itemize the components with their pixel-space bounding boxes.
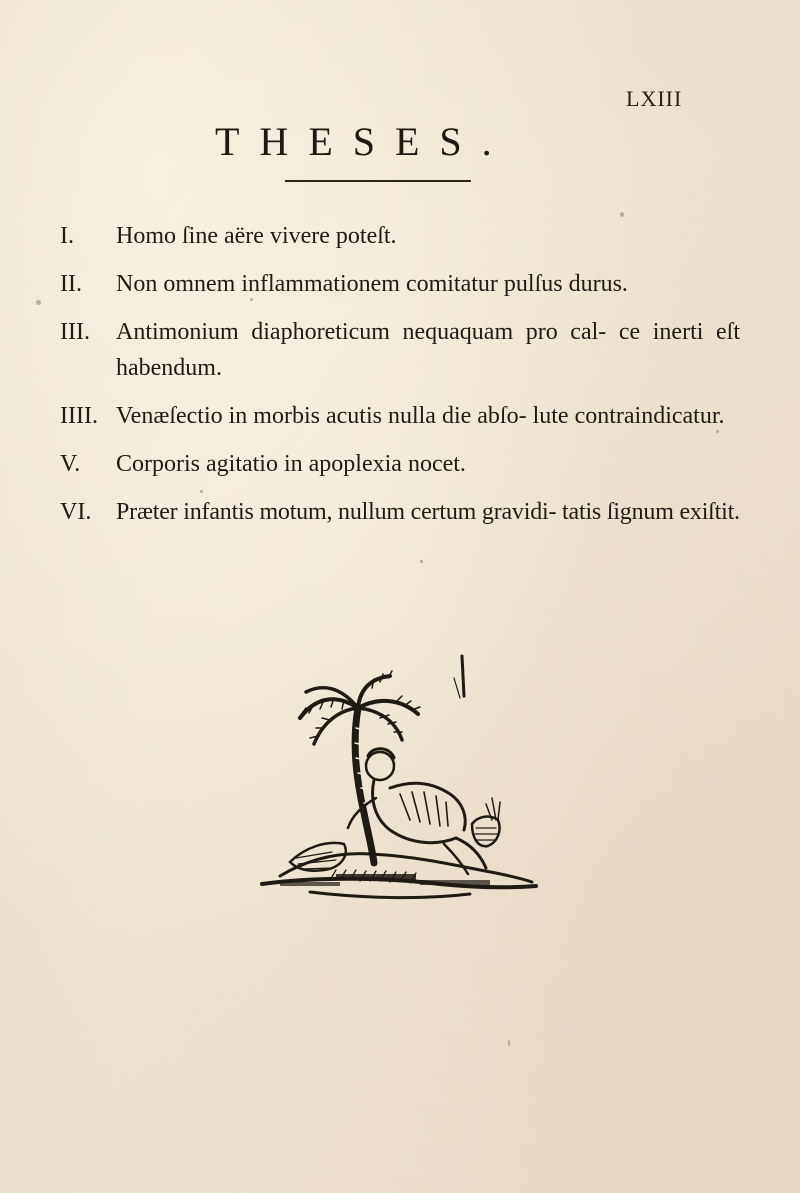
- vignette-stroke: [462, 656, 464, 696]
- thesis-text: Præter infantis motum, nullum certum gravidi- tatis ſignum exiſtit.: [116, 499, 740, 525]
- thesis-numeral: V.: [60, 451, 81, 477]
- thesis-text: Homo ſine aëre vivere poteſt.: [116, 223, 397, 249]
- page-number: LXIII: [626, 86, 683, 111]
- thesis-item: [60, 446, 740, 482]
- paper-speck: [36, 300, 41, 305]
- paper-speck: [620, 212, 624, 217]
- vignette-stroke: [454, 678, 460, 698]
- thesis-item: [60, 266, 740, 302]
- palm-trunk: [355, 708, 374, 863]
- thesis-numeral: III.: [60, 319, 90, 345]
- paper-speck: [508, 1040, 510, 1046]
- thesis-text: Non omnem inflammationem comitatur pulſus durus.: [116, 271, 628, 297]
- thesis-numeral: I.: [60, 223, 74, 249]
- thesis-numeral: IIII.: [60, 403, 98, 429]
- basket: [472, 817, 500, 847]
- page-title: THESES.: [215, 119, 512, 164]
- thesis-text: Antimonium diaphoreticum nequaquam pro cal- ce inerti eſt habendum.: [116, 319, 740, 381]
- palm-frond: [358, 708, 402, 740]
- ground-line: [310, 892, 470, 898]
- title-rule: [285, 180, 471, 182]
- ground-shadow: [280, 882, 340, 886]
- palm-frond: [314, 708, 358, 744]
- thesis-item: [60, 398, 740, 434]
- ground-shadow: [420, 880, 490, 885]
- theses-list: [60, 218, 740, 530]
- woodcut-vignette: [240, 648, 540, 918]
- paper-speck: [420, 560, 423, 563]
- thesis-item: [60, 494, 740, 530]
- drape-folds: [400, 792, 448, 826]
- thesis-text: Corporis agitatio in apoplexia nocet.: [116, 451, 466, 477]
- figure-drape: [390, 783, 465, 830]
- thesis-numeral: II.: [60, 271, 82, 297]
- thesis-text: Venæſectio in morbis acutis nulla die abſo- lute contraindicatur.: [116, 403, 725, 429]
- thesis-item: [60, 218, 740, 254]
- rock: [290, 843, 346, 871]
- ground-shadow: [336, 874, 416, 880]
- thesis-numeral: VI.: [60, 499, 92, 525]
- figure-head: [366, 752, 394, 780]
- figure-leg: [444, 844, 468, 874]
- basket-weave: [475, 828, 497, 840]
- thesis-item: [60, 314, 740, 386]
